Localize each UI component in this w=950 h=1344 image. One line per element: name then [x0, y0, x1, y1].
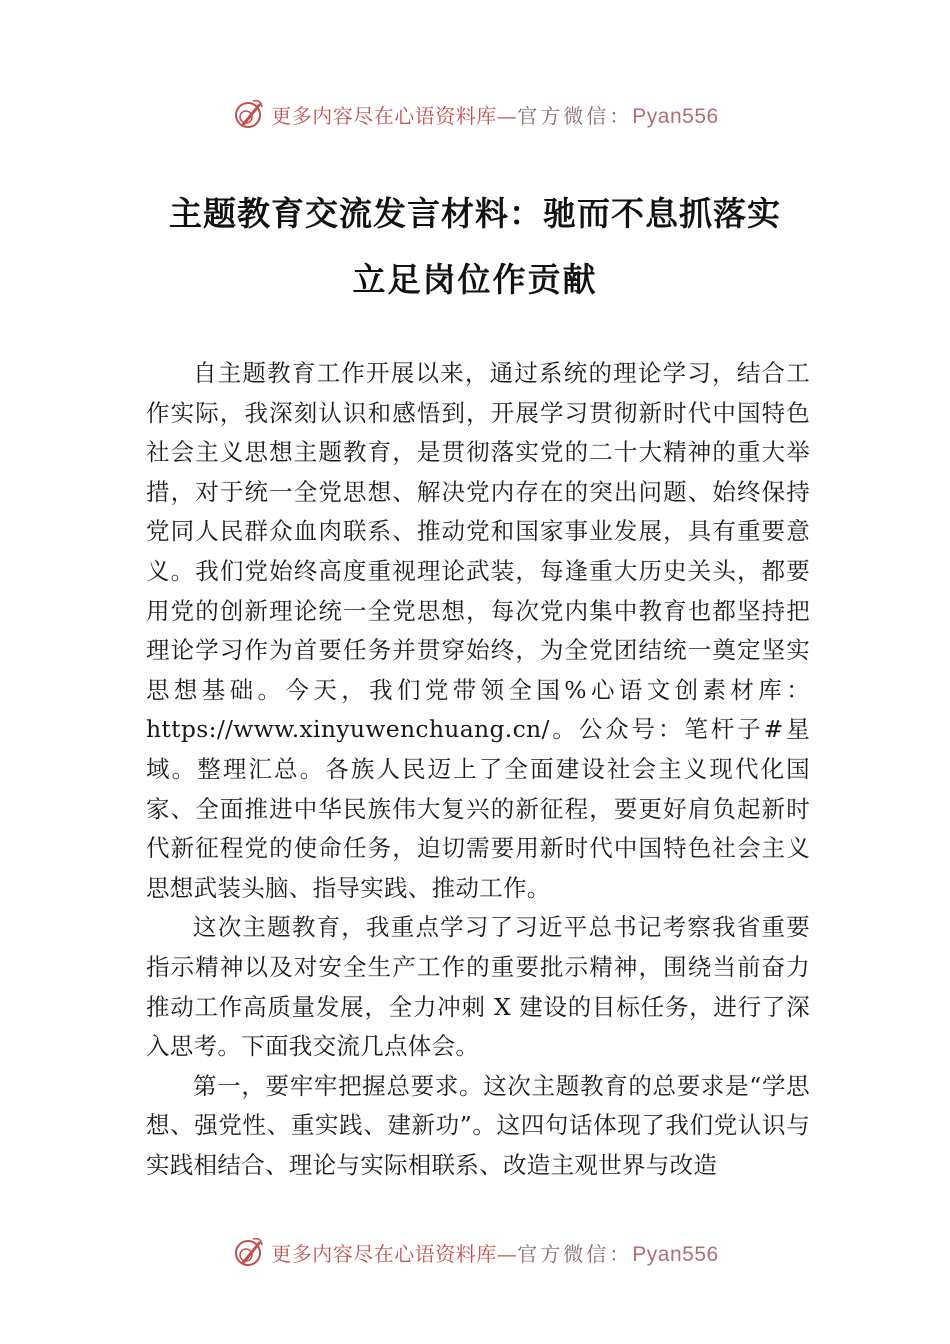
body-paragraph-1: 自主题教育工作开展以来，通过系统的理论学习，结合工作实际，我深刻认识和感悟到，开展学习贯彻新时代中国特色社会主义思想主题教育，是贯彻落实党的二十大精神的重大举措，对于统一全党思想、解决党内存在的突出问题、始终保持党同人民群众血肉联系、推动党和国家事业发展，具有重要意义。我们党始终高度重视理论武装，每逢重大历史关头，都要用党的创新理论统一全党思想，每次党内集中教育也都坚持把理论学习作为首要任务并贯穿始终，为全党团结统一奠定坚实思想基础。今天，我们党带领全国%心语文创素材库：https://www.xinyuwenchuang.cn/。公众号：笔杆子#星域。整理汇总。各族人民迈上了全面建设社会主义现代化国家、全面推进中华民族伟大复兴的新征程，要更好肩负起新时代新征程党的使命任务，迫切需要用新时代中国特色社会主义思想武装头脑、指导实践、推动工作。 — [146, 359, 810, 902]
body-paragraph-2: 这次主题教育，我重点学习了习近平总书记考察我省重要指示精神以及对安全生产工作的重要批示精神，围绕当前奋力推动工作高质量发展，全力冲刺 X 建设的目标任务，进行了深入思考。下面我交流几点体会。 — [146, 913, 810, 1061]
banner-wechat-id: Pyan556 — [632, 104, 719, 128]
banner-main-text: 更多内容尽在心语资料库 — [271, 1241, 497, 1266]
banner-text — [271, 1238, 718, 1267]
banner-wechat-id: Pyan556 — [632, 1242, 719, 1266]
header-banner — [0, 94, 950, 134]
banner-separator: — — [496, 1241, 518, 1266]
banner-main-text: 更多内容尽在心语资料库 — [271, 103, 497, 128]
banner-text — [271, 100, 718, 129]
document-body — [146, 354, 810, 1185]
body-paragraph-3: 第一，要牢牢把握总要求。这次主题教育的总要求是“学思想、强党性、重实践、建新功”。这四句话体现了我们党认识与实践相结合、理论与实际相联系、改造主观世界与改造 — [146, 1071, 810, 1179]
quill-logo-icon — [231, 1235, 265, 1269]
footer-banner — [0, 1232, 950, 1272]
banner-wechat-label: 官方微信： — [517, 103, 633, 128]
document-title-line-1: 主题教育交流发言材料：驰而不息抓落实 — [169, 194, 781, 233]
banner-separator: — — [496, 103, 518, 128]
document-title-line-2: 立足岗位作贡献 — [352, 260, 598, 299]
banner-wechat-label: 官方微信： — [517, 1241, 633, 1266]
quill-logo-icon — [231, 97, 265, 131]
